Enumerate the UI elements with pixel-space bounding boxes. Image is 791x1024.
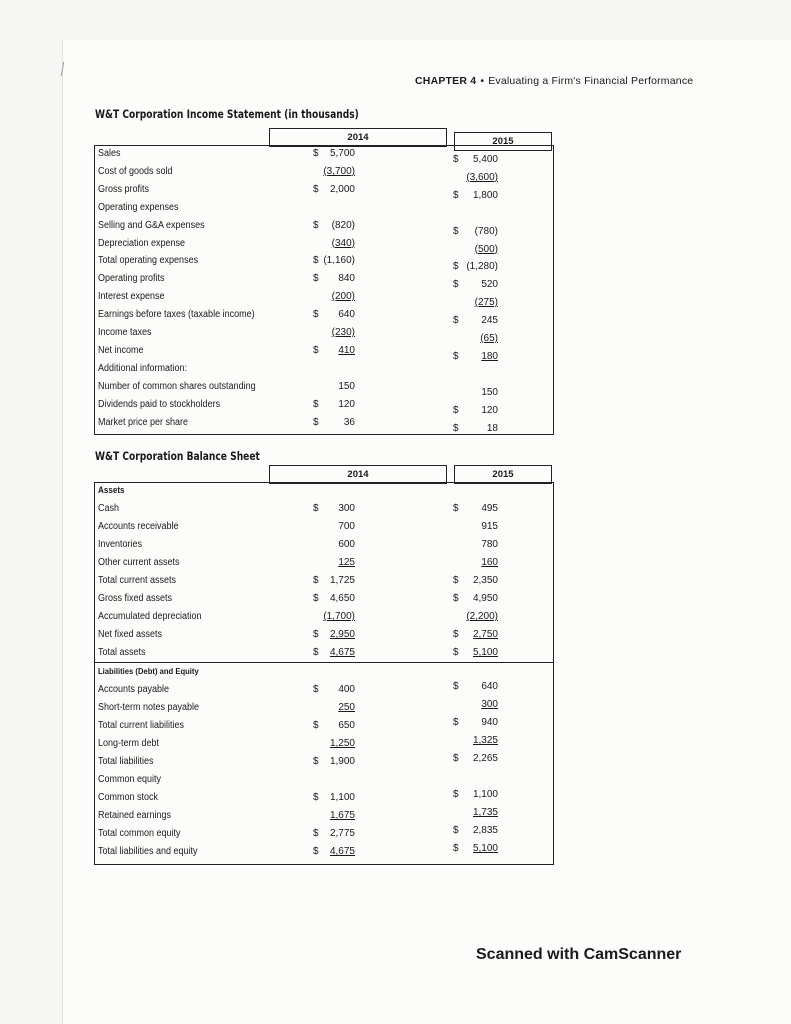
table-row: Total liabilities and equity $ 4,675 $ 5,100: [98, 843, 498, 857]
row-label: Total liabilities: [98, 756, 154, 767]
row-label: Gross fixed assets: [98, 593, 173, 604]
table-row: Cash $ 300 $ 495: [98, 503, 498, 514]
row-label: Depreciation expense: [98, 237, 186, 249]
table-row: Accounts receivable 700 915: [98, 521, 498, 532]
table-row: Short-term notes payable 250 300: [98, 699, 498, 713]
table-row: Other current assets 125 160: [98, 557, 498, 568]
balance-sheet-body: [94, 482, 554, 865]
table-row: Operating profits $ 840 $ 520: [98, 273, 498, 291]
liabilities-section-header: [98, 664, 550, 682]
income-col-2015-header: 2015: [454, 132, 552, 151]
row-label: Gross profits: [98, 183, 150, 195]
row-label: Operating expenses: [98, 201, 179, 213]
row-label: Sales: [98, 148, 121, 159]
row-label: Common stock: [98, 792, 159, 803]
row-label: Interest expense: [98, 291, 165, 303]
row-label: Short-term notes payable: [98, 702, 200, 713]
table-row: Total current assets $ 1,725 $ 2,350: [98, 575, 498, 586]
row-label: Number of common shares outstanding: [98, 380, 256, 392]
row-label: Retained earnings: [98, 810, 172, 821]
table-row: Total current liabilities $ 650 $ 940: [98, 717, 498, 731]
row-label: Common equity: [98, 774, 162, 785]
income-col-2014-header: 2014: [269, 128, 447, 147]
table-row: Net income $ 410 $ 180: [98, 344, 498, 362]
assets-section-header: [98, 483, 550, 501]
row-label: Long-term debt: [98, 738, 160, 749]
table-row: Gross fixed assets $ 4,650 $ 4,950: [98, 593, 498, 604]
row-label: Accounts receivable: [98, 521, 179, 532]
table-row: Gross profits $ 2,000 $ 1,800: [98, 183, 498, 201]
table-row: Inventories 600 780: [98, 539, 498, 550]
table-row: Income taxes (230) (65): [98, 327, 498, 344]
balance-col-2014-header: 2014: [269, 465, 447, 484]
income-statement-title: W&T Corporation Income Statement (in thousands): [95, 107, 359, 121]
row-label: Income taxes: [98, 327, 152, 338]
row-label: Total current assets: [98, 575, 177, 586]
table-row: Dividends paid to stockholders $ 120 $ 120: [98, 398, 498, 416]
table-row: [98, 772, 550, 790]
chapter-label: CHAPTER 4: [415, 75, 477, 87]
table-row: Depreciation expense (340) (500): [98, 237, 498, 255]
balance-col-2015-header: 2015: [454, 465, 552, 484]
assets-header-label: Assets: [98, 485, 125, 495]
row-label: Net income: [98, 344, 144, 356]
table-row: Earnings before taxes (taxable income) $ 640 $ 245: [98, 309, 498, 327]
table-row: Total common equity $ 2,775 $ 2,835: [98, 825, 498, 839]
row-label: Total liabilities and equity: [98, 846, 198, 857]
row-label: Accounts payable: [98, 684, 170, 695]
row-label: Selling and G&A expenses: [98, 219, 205, 231]
row-label: Total operating expenses: [98, 255, 199, 267]
camscanner-watermark: Scanned with CamScanner: [476, 946, 682, 963]
row-label: Market price per share: [98, 416, 189, 428]
table-row: Long-term debt 1,250 1,325: [98, 735, 498, 749]
table-row: Total assets $ 4,675 $ 5,100: [98, 647, 498, 658]
row-label: Total common equity: [98, 828, 181, 839]
row-label: Earnings before taxes (taxable income): [98, 309, 255, 321]
table-row: [98, 200, 550, 218]
row-label: Total assets: [98, 647, 146, 658]
row-label: Other current assets: [98, 557, 180, 568]
table-row: Total liabilities $ 1,900 $ 2,265: [98, 753, 498, 767]
row-label: Dividends paid to stockholders: [98, 398, 221, 410]
table-row: Selling and G&A expenses $ (820) $ (780): [98, 219, 498, 237]
row-label: Accumulated depreciation: [98, 611, 202, 622]
table-row: Common stock $ 1,100 $ 1,100: [98, 789, 498, 803]
liabilities-header-label: Liabilities (Debt) and Equity: [98, 666, 199, 676]
table-row: Net fixed assets $ 2,950 $ 2,750: [98, 629, 498, 640]
table-row: Sales $ 5,700 $ 5,400: [98, 148, 498, 165]
row-label: Inventories: [98, 539, 143, 550]
row-label: Cash: [98, 503, 120, 514]
table-row: Accumulated depreciation (1,700) (2,200): [98, 611, 498, 622]
chapter-header: [415, 75, 693, 87]
header-separator: •: [480, 75, 485, 87]
table-row: [98, 361, 550, 379]
table-row: Cost of goods sold (3,700) (3,600): [98, 165, 498, 183]
table-row: Interest expense (200) (275): [98, 291, 498, 309]
table-row: Number of common shares outstanding 150 150: [98, 380, 498, 398]
chapter-subtitle: Evaluating a Firm's Financial Performance: [488, 75, 694, 87]
row-label: Total current liabilities: [98, 720, 185, 731]
row-label: Net fixed assets: [98, 629, 163, 640]
balance-sheet-title: W&T Corporation Balance Sheet: [95, 449, 260, 463]
table-row: Accounts payable $ 400 $ 640: [98, 681, 498, 695]
row-label: Additional information:: [98, 362, 188, 374]
income-statement-body: [94, 145, 554, 435]
table-row: Market price per share $ 36 $ 18: [98, 416, 498, 434]
row-label: Cost of goods sold: [98, 165, 173, 177]
table-row: Total operating expenses $ (1,160) $ (1,280): [98, 255, 498, 273]
row-label: Operating profits: [98, 273, 165, 285]
table-row: Retained earnings 1,675 1,735: [98, 807, 498, 821]
